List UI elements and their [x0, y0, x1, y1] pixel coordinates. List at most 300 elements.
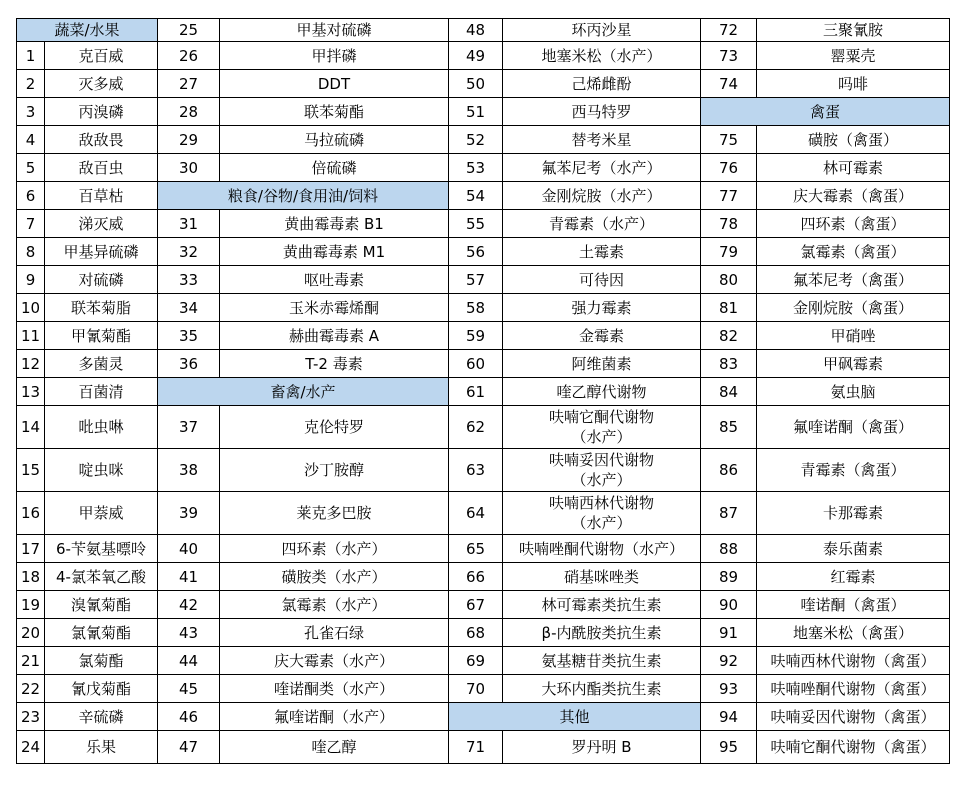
item-name — [503, 126, 701, 154]
item-number — [449, 675, 503, 703]
cell-text: 37 — [178, 418, 199, 436]
cell-text: 16 — [20, 504, 41, 522]
item-name — [220, 98, 449, 126]
table-row — [17, 210, 950, 238]
cell-text: 多菌灵 — [78, 354, 124, 373]
cell-text: 敌百虫 — [78, 158, 124, 177]
cell-text: 39 — [178, 504, 199, 522]
cell-text: 4-氯苯氧乙酸 — [56, 567, 146, 586]
item-name — [220, 406, 449, 449]
item-name — [757, 703, 950, 731]
cell-text: 10 — [20, 298, 41, 317]
item-name — [45, 675, 158, 703]
item-name — [503, 182, 701, 210]
cell-text: 18 — [20, 567, 41, 586]
cell-text: 西马特罗 — [571, 102, 632, 121]
item-number — [17, 70, 45, 98]
item-name — [503, 535, 701, 563]
table-row — [17, 378, 950, 406]
item-name — [220, 322, 449, 350]
cell-text: 92 — [718, 651, 739, 670]
cell-text: （水产） — [571, 428, 632, 446]
item-name — [757, 322, 950, 350]
item-number — [449, 42, 503, 70]
cell-text: 甲基对硫磷 — [296, 21, 372, 39]
cell-text: 三聚氰胺 — [822, 21, 883, 39]
cell-text: 87 — [718, 504, 739, 522]
item-number — [449, 619, 503, 647]
cell-text: 22 — [20, 679, 41, 698]
item-number — [701, 647, 757, 675]
item-name — [757, 591, 950, 619]
item-name — [503, 294, 701, 322]
item-name — [503, 563, 701, 591]
item-name — [757, 406, 950, 449]
cell-text: 8 — [25, 242, 36, 261]
item-name — [503, 619, 701, 647]
cell-text: 倍硫磷 — [311, 158, 357, 177]
item-number — [449, 563, 503, 591]
item-number — [158, 126, 220, 154]
cell-text: 氰戊菊酯 — [70, 679, 131, 698]
cell-text: 86 — [718, 461, 739, 479]
cell-text: 1 — [25, 46, 36, 65]
cell-text: 61 — [465, 382, 486, 401]
cell-text: 70 — [465, 679, 486, 698]
cell-text: 23 — [20, 707, 41, 726]
cell-text: 93 — [718, 679, 739, 698]
item-number — [17, 647, 45, 675]
item-name — [220, 449, 449, 492]
item-name — [45, 406, 158, 449]
cell-text: 81 — [718, 298, 739, 317]
cell-text: 73 — [718, 46, 739, 65]
cell-text: 土霉素 — [578, 242, 624, 261]
cell-text: 禽蛋 — [809, 102, 840, 121]
item-number — [158, 350, 220, 378]
item-name — [220, 70, 449, 98]
cell-text: 玉米赤霉烯酮 — [288, 298, 379, 317]
item-number — [158, 294, 220, 322]
item-name — [503, 449, 701, 492]
item-number — [158, 98, 220, 126]
cell-text: 氯菊酯 — [78, 651, 124, 670]
item-name — [503, 98, 701, 126]
item-number — [158, 449, 220, 492]
cell-text: 马拉硫磷 — [303, 130, 364, 149]
table-row — [17, 563, 950, 591]
item-name — [757, 42, 950, 70]
cell-text: 敌敌畏 — [78, 130, 124, 149]
cell-text: 59 — [465, 326, 486, 345]
cell-text: 地塞米松（水产） — [541, 46, 662, 65]
cell-text: 金刚烷胺（禽蛋） — [792, 298, 913, 317]
cell-text: 氯氰菊酯 — [70, 623, 131, 642]
cell-text: 68 — [465, 623, 486, 642]
item-name — [757, 182, 950, 210]
item-name — [757, 238, 950, 266]
category-header — [158, 182, 449, 210]
item-name — [45, 294, 158, 322]
item-number — [17, 563, 45, 591]
cell-text: 71 — [465, 738, 486, 756]
cell-text: 5 — [25, 158, 36, 177]
cell-text: DDT — [317, 74, 351, 93]
item-number — [17, 350, 45, 378]
cell-text: 28 — [178, 102, 199, 121]
item-number — [449, 647, 503, 675]
item-number — [17, 703, 45, 731]
item-number — [158, 70, 220, 98]
cell-text: 63 — [465, 461, 486, 479]
item-name — [45, 647, 158, 675]
cell-text: 呋喃妥因代谢物（禽蛋） — [770, 707, 936, 726]
cell-text: 2 — [25, 74, 36, 93]
cell-text: 呕吐毒素 — [303, 270, 364, 289]
cell-text: 49 — [465, 46, 486, 65]
item-number — [158, 591, 220, 619]
cell-text: 67 — [465, 595, 486, 614]
cell-text: 27 — [178, 74, 199, 93]
cell-text: 氨虫脑 — [830, 382, 876, 401]
category-header — [449, 703, 701, 731]
cell-text: 29 — [178, 130, 199, 149]
cell-text: 62 — [465, 418, 486, 436]
category-header — [158, 378, 449, 406]
cell-text: 甲基异硫磷 — [63, 242, 139, 261]
cell-text: 48 — [465, 21, 486, 39]
table-row — [17, 70, 950, 98]
item-name — [503, 238, 701, 266]
cell-text: 磺胺（禽蛋） — [807, 130, 898, 149]
item-name — [45, 492, 158, 535]
table-row — [17, 535, 950, 563]
item-name — [757, 449, 950, 492]
cell-text: 卡那霉素 — [822, 504, 883, 522]
residue-test-items-table — [16, 18, 949, 764]
cell-text: 己烯雌酚 — [571, 74, 632, 93]
cell-text: 替考米星 — [571, 130, 632, 149]
item-name — [220, 731, 449, 764]
cell-text: 阿维菌素 — [571, 354, 632, 373]
cell-text: 43 — [178, 623, 199, 642]
table-row — [17, 182, 950, 210]
cell-text: 69 — [465, 651, 486, 670]
item-number — [158, 535, 220, 563]
item-number — [158, 154, 220, 182]
cell-text: 55 — [465, 214, 486, 233]
item-number — [17, 591, 45, 619]
cell-text: 66 — [465, 567, 486, 586]
item-number — [158, 238, 220, 266]
cell-text: 89 — [718, 567, 739, 586]
cell-text: 13 — [20, 382, 41, 401]
item-number — [17, 210, 45, 238]
item-number — [701, 19, 757, 42]
item-name — [757, 210, 950, 238]
cell-text: 60 — [465, 354, 486, 373]
item-name — [503, 266, 701, 294]
item-name — [220, 703, 449, 731]
item-number — [17, 731, 45, 764]
table-row — [17, 731, 950, 764]
item-number — [17, 322, 45, 350]
cell-text: 52 — [465, 130, 486, 149]
item-name — [503, 19, 701, 42]
item-number — [701, 70, 757, 98]
category-header — [701, 98, 950, 126]
item-number — [449, 154, 503, 182]
cell-text: 42 — [178, 595, 199, 614]
table-row — [17, 619, 950, 647]
item-name — [757, 535, 950, 563]
item-name — [757, 675, 950, 703]
cell-text: 赫曲霉毒素 A — [288, 326, 380, 345]
item-number — [449, 98, 503, 126]
item-name — [220, 294, 449, 322]
item-number — [17, 449, 45, 492]
cell-text: 33 — [178, 270, 199, 289]
cell-text: 46 — [178, 707, 199, 726]
item-name — [503, 378, 701, 406]
item-name — [503, 42, 701, 70]
cell-text: 74 — [718, 74, 739, 93]
cell-text: 19 — [20, 595, 41, 614]
cell-text: 喹诺酮类（水产） — [273, 679, 394, 698]
cell-text: 氯霉素（禽蛋） — [800, 242, 906, 261]
cell-text: 84 — [718, 382, 739, 401]
cell-text: 百草枯 — [78, 186, 124, 205]
table-row — [17, 675, 950, 703]
item-number — [17, 535, 45, 563]
item-name — [45, 703, 158, 731]
item-name — [757, 70, 950, 98]
cell-text: 甲萘威 — [78, 504, 124, 522]
cell-text: 庆大霉素（水产） — [273, 651, 394, 670]
item-name — [220, 154, 449, 182]
cell-text: 环丙沙星 — [571, 21, 632, 39]
cell-text: 20 — [20, 623, 41, 642]
item-name — [45, 154, 158, 182]
item-number — [701, 731, 757, 764]
item-number — [449, 322, 503, 350]
cell-text: 粮食/谷物/食用油/饲料 — [227, 186, 379, 205]
item-number — [701, 294, 757, 322]
cell-text: 56 — [465, 242, 486, 261]
cell-text: 四环素（禽蛋） — [800, 214, 906, 233]
table-row — [17, 98, 950, 126]
cell-text: 喹乙醇 — [311, 738, 357, 756]
item-name — [45, 210, 158, 238]
item-number — [701, 675, 757, 703]
cell-text: 35 — [178, 326, 199, 345]
item-number — [449, 492, 503, 535]
item-name — [45, 563, 158, 591]
cell-text: 36 — [178, 354, 199, 373]
cell-text: 金霉素 — [578, 326, 624, 345]
item-name — [45, 70, 158, 98]
cell-text: 林可霉素 — [822, 158, 883, 177]
item-name — [220, 647, 449, 675]
item-number — [158, 322, 220, 350]
item-name — [45, 42, 158, 70]
cell-text: 其他 — [559, 707, 590, 726]
cell-text: 金刚烷胺（水产） — [541, 186, 662, 205]
table-row — [17, 238, 950, 266]
item-number — [17, 406, 45, 449]
item-name — [503, 647, 701, 675]
cell-text: 氟喹诺酮（水产） — [273, 707, 394, 726]
cell-text: （水产） — [571, 514, 632, 532]
cell-text: 甲硝唑 — [830, 326, 876, 345]
cell-text: 85 — [718, 418, 739, 436]
cell-text: 75 — [718, 130, 739, 149]
item-number — [158, 675, 220, 703]
cell-text: 甲砜霉素 — [822, 354, 883, 373]
item-name — [45, 322, 158, 350]
item-name — [220, 591, 449, 619]
item-number — [158, 731, 220, 764]
cell-text: 沙丁胺醇 — [303, 461, 364, 479]
cell-text: 氨基糖苷类抗生素 — [541, 651, 662, 670]
table-row — [17, 42, 950, 70]
item-name — [503, 154, 701, 182]
item-name — [503, 492, 701, 535]
cell-text: 77 — [718, 186, 739, 205]
cell-text: 31 — [178, 214, 199, 233]
item-name — [220, 619, 449, 647]
cell-text: 黄曲霉毒素 M1 — [282, 242, 386, 261]
cell-text: 乐果 — [85, 738, 116, 756]
cell-text: 65 — [465, 539, 486, 558]
cell-text: 甲拌磷 — [311, 46, 357, 65]
item-name — [45, 98, 158, 126]
item-name — [45, 182, 158, 210]
item-name — [757, 294, 950, 322]
cell-text: 强力霉素 — [571, 298, 632, 317]
cell-text: 磺胺类（水产） — [281, 567, 387, 586]
item-number — [449, 70, 503, 98]
cell-text: 24 — [20, 738, 41, 756]
cell-text: 90 — [718, 595, 739, 614]
item-number — [449, 19, 503, 42]
item-number — [701, 591, 757, 619]
item-number — [449, 182, 503, 210]
cell-text: 呋喃唑酮代谢物（水产） — [518, 539, 684, 558]
cell-text: β-内酰胺类抗生素 — [541, 623, 662, 642]
cell-text: 54 — [465, 186, 486, 205]
cell-text: 34 — [178, 298, 199, 317]
table-row — [17, 703, 950, 731]
cell-text: 可待因 — [578, 270, 624, 289]
item-name — [503, 675, 701, 703]
cell-text: 44 — [178, 651, 199, 670]
item-number — [449, 591, 503, 619]
item-number — [701, 449, 757, 492]
item-name — [45, 449, 158, 492]
item-number — [17, 266, 45, 294]
item-number — [449, 210, 503, 238]
item-name — [757, 378, 950, 406]
cell-text: 21 — [20, 651, 41, 670]
item-name — [45, 238, 158, 266]
item-number — [17, 619, 45, 647]
cell-text: 76 — [718, 158, 739, 177]
cell-text: 95 — [718, 738, 739, 756]
item-number — [449, 294, 503, 322]
item-name — [757, 19, 950, 42]
cell-text: 吗啡 — [837, 74, 868, 93]
cell-text: 83 — [718, 354, 739, 373]
table-row — [17, 350, 950, 378]
cell-text: 甲氰菊酯 — [70, 326, 131, 345]
cell-text: 12 — [20, 354, 41, 373]
item-name — [45, 350, 158, 378]
item-number — [701, 238, 757, 266]
item-number — [158, 210, 220, 238]
item-number — [17, 378, 45, 406]
cell-text: 呋喃妥因代谢物 — [548, 451, 654, 469]
cell-text: 78 — [718, 214, 739, 233]
cell-text: 青霉素（水产） — [548, 214, 654, 233]
cell-text: T-2 毒素 — [305, 354, 363, 373]
item-number — [701, 378, 757, 406]
item-name — [503, 350, 701, 378]
item-number — [701, 492, 757, 535]
item-number — [17, 98, 45, 126]
item-name — [757, 154, 950, 182]
item-number — [449, 238, 503, 266]
table-row — [17, 126, 950, 154]
item-number — [701, 42, 757, 70]
cell-text: 30 — [178, 158, 199, 177]
cell-text: 喹乙醇代谢物 — [556, 382, 647, 401]
cell-text: 克百威 — [78, 46, 124, 65]
item-number — [449, 731, 503, 764]
item-name — [220, 350, 449, 378]
cell-text: 罗丹明 B — [571, 738, 632, 756]
cell-text: 82 — [718, 326, 739, 345]
item-name — [45, 535, 158, 563]
cell-text: 庆大霉素（禽蛋） — [792, 186, 913, 205]
category-header — [17, 19, 158, 42]
cell-text: 17 — [20, 539, 41, 558]
cell-text: 14 — [20, 418, 41, 436]
cell-text: 25 — [178, 21, 199, 39]
cell-text: 7 — [25, 214, 36, 233]
cell-text: 32 — [178, 242, 199, 261]
item-name — [220, 19, 449, 42]
cell-text: 灭多威 — [78, 74, 124, 93]
item-number — [158, 619, 220, 647]
cell-text: 地塞米松（禽蛋） — [792, 623, 913, 642]
item-name — [757, 126, 950, 154]
cell-text: 47 — [178, 738, 199, 756]
item-name — [757, 563, 950, 591]
item-number — [449, 266, 503, 294]
item-number — [158, 563, 220, 591]
cell-text: 氟苯尼考（禽蛋） — [792, 270, 913, 289]
cell-text: 呋喃唑酮代谢物（禽蛋） — [770, 679, 936, 698]
item-number — [449, 406, 503, 449]
item-number — [701, 406, 757, 449]
item-name — [45, 591, 158, 619]
item-name — [757, 619, 950, 647]
cell-text: 57 — [465, 270, 486, 289]
item-name — [45, 378, 158, 406]
item-name — [45, 266, 158, 294]
cell-text: 15 — [20, 461, 41, 479]
